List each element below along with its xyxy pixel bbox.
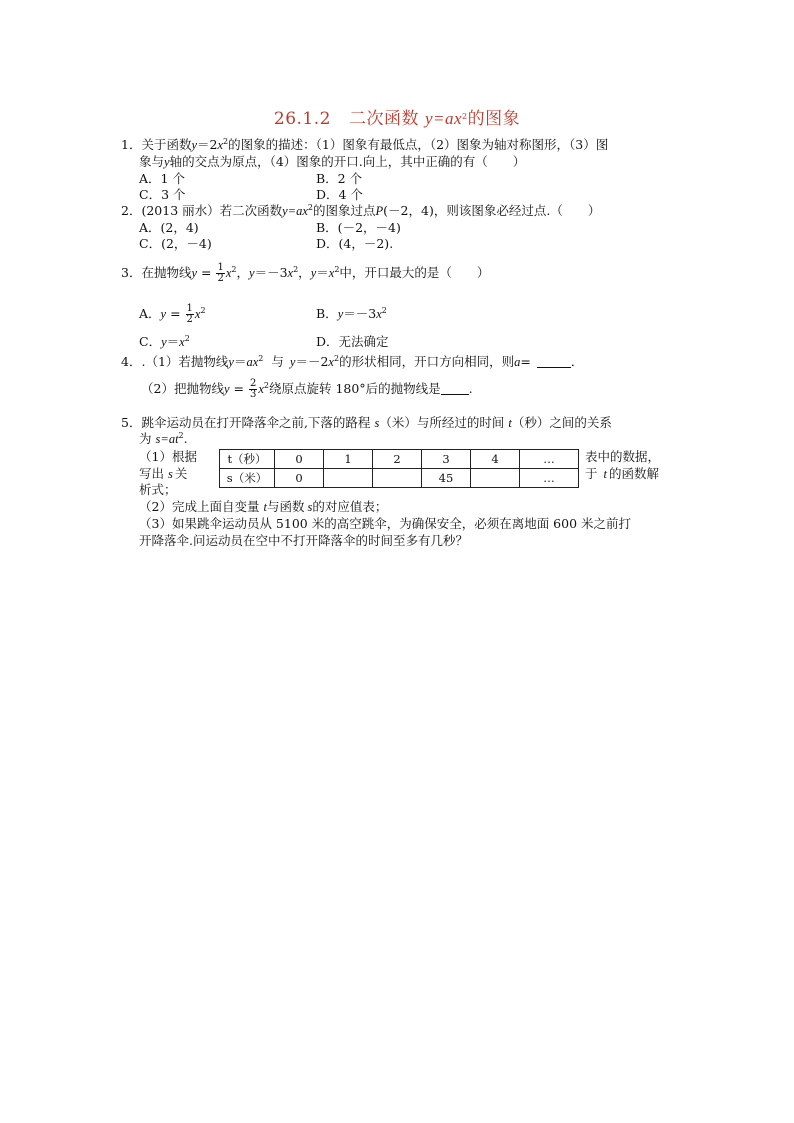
table-row [220,450,579,469]
q4-text: 与 [271,354,284,369]
q4-frac-den: 3 [249,389,257,400]
q5-part2 [139,499,387,515]
q3-var-y: y [161,335,167,349]
title-section-number: 26.1.2 [273,109,331,129]
q2-line-1 [121,203,600,219]
q2-dot: . [546,203,551,218]
q5-part1-right-1: 表中的数据， [585,449,661,464]
q1-var-y: y [191,138,198,152]
q5-var-s: s [307,500,313,514]
q2-option-a: A．(2，4) [139,220,199,235]
q5-var-t: t [508,416,512,430]
table-cell-blank[interactable] [324,469,373,488]
q3-text: 中，开口最大的是（ ） [339,265,490,280]
q3-text: 在抛物线 [141,265,192,280]
q3-frac-den: 2 [186,314,193,325]
q5-part1-right-2 [585,466,659,482]
q5-text: （米）与所经过的时间 [379,415,505,430]
q3-var-y: y [310,266,317,280]
q3-option-b-label: B． [316,306,338,321]
q3-eq: = [166,306,185,321]
q5-text: 写出 [139,466,165,481]
q5-line-2 [139,431,188,447]
table-cell: 3 [422,450,471,469]
q5-var-s: s [168,467,173,481]
q2-text: 的图象过点 [313,203,376,218]
q3-frac-num: 1 [217,262,224,273]
q1-var-y: y [164,155,170,169]
q4-var-x: x [328,355,334,369]
q3-var-y: y [160,307,167,321]
q4-frac-num: 2 [249,378,257,389]
q3-exp: 2 [334,265,340,274]
q3-option-a-fraction [186,304,194,325]
q4-number: 4． [121,354,142,369]
table-cell: 4 [471,450,520,469]
q3-line-1 [121,262,489,284]
q4-var-a: a [514,355,521,369]
q3-option-c-label: C． [139,334,162,349]
table-cell: t（秒） [220,450,275,469]
q5-formula: s=at [155,432,179,446]
q2-text: (2013 丽水）若二次函数 [141,203,283,218]
q2-option-d [316,236,393,252]
q5-text: 的函数解 [609,466,660,481]
q4-text: ＝－2 [295,354,329,369]
q3-option-a [139,303,206,325]
page-title [0,104,794,129]
q5-line-1 [121,415,612,431]
q4-answer-blank-2[interactable] [441,382,469,395]
q1-option-a: A．1 个 [139,171,185,186]
q3-option-c [139,334,190,350]
q3-eq: = [197,265,216,280]
value-table [219,449,579,488]
q1-text: 向上，其中正确的有（ ） [362,154,526,169]
q1-exp: 2 [223,137,229,146]
table-cell: 0 [275,450,324,469]
table-cell: 0 [275,469,324,488]
q5-text: 为 [139,431,152,446]
title-formula: y=ax [424,109,463,128]
q1-option-d: D．4 个 [316,187,363,202]
q4-answer-blank-1[interactable] [537,355,571,368]
q1-text: 轴的交点为原点，（4）图象的开口 [169,154,359,169]
q2-text: (－2，4)，则该图象必经过点 [383,203,547,218]
table-cell: 45 [422,469,471,488]
q5-text: 于 [585,466,598,481]
q3-exp: 2 [184,334,190,343]
q5-part1-left-3: 析式； [139,482,177,497]
q4-text: 绕原点旋转 180°后的抛物线是 [268,381,441,396]
q3-option-d: D．无法确定 [316,334,389,349]
title-label: 二次函数 [348,109,419,129]
q3-var-y: y [337,307,344,321]
q2-dot: . [389,236,394,251]
q1-option-c: C．3 个 [139,187,186,202]
q4-fraction [249,379,257,400]
q3-exp: 2 [231,265,237,274]
q1-text: ＝2 [197,137,218,152]
q1-text: 的图象的描述：（1）图象有最低点，（2）图象为轴对称图形，（3）图 [228,137,609,152]
q5-var-t: t [603,467,607,481]
q5-part3-line-1: （3）如果跳伞运动员从 5100 米的高空跳伞，为确保安全，必须在离地面 600 米之前打 [139,516,632,531]
q2-exp: 2 [307,203,313,212]
q5-text: （2）完成上面自变量 [139,499,260,514]
q5-var-s: s [374,416,380,430]
q4-ax: ax [246,355,259,369]
q3-exp: 2 [381,306,387,315]
q3-var-x: x [194,307,201,321]
q1-dot: . [358,154,363,169]
q4-dot: . [141,354,146,369]
q5-text: . [183,431,188,446]
q3-option-a-label: A． [139,306,161,321]
q1-text: 关于函数 [141,137,192,152]
q3-exp: 2 [293,265,299,274]
q2-point-p: P [375,204,384,218]
q3-option-b [316,306,387,322]
q2-text: （ ） [550,203,601,218]
title-suffix: 的图象 [467,109,521,129]
q3-option-c-value: ＝ [166,334,180,349]
q5-text: （秒）之间的关系 [511,415,612,430]
q3-option-b-value: ＝－3 [343,306,377,321]
q4-text: （2）把抛物线 [141,381,224,396]
q4-text: ． [570,354,584,369]
q2-formula: y=ax [282,204,308,218]
q3-var-x: x [328,266,335,280]
q5-text: 关 [174,466,188,481]
q4-var-y: y [223,382,230,396]
q5-part1-left-2 [139,466,187,482]
table-cell-blank[interactable] [373,469,422,488]
table-cell: 1 [324,450,373,469]
q4-eq: = [520,354,531,369]
q1-line-2 [139,154,525,170]
table-cell: … [520,469,579,488]
q1-var-x: x [217,138,224,152]
q3-text: ， [298,265,311,280]
q4-var-x: x [258,382,264,396]
q4-text: ＝ [233,354,247,369]
q2-option-b: B．(－2，－4) [316,220,401,235]
q4-var-y: y [289,355,296,369]
q3-var-y: y [191,266,198,280]
q4-text: . [468,381,473,396]
q1-text: 象与 [139,154,165,169]
q4-var-y: y [228,355,234,369]
q3-var-x: x [225,266,232,280]
q3-text: ， [236,265,249,280]
q3-frac-num: 1 [186,303,193,314]
q3-number: 3． [121,265,142,280]
q4-line-1 [121,354,583,370]
q1-option-b: B．2 个 [316,171,363,186]
table-cell: … [520,450,579,469]
q3-text: ＝－3 [254,265,288,280]
q3-exp: 2 [200,306,206,315]
q2-number: 2． [121,203,142,218]
q5-text: 与函数 [266,499,305,514]
q5-text: 的对应值表； [312,499,388,514]
q4-exp: 2 [258,354,264,363]
q5-var-t: t [263,500,267,514]
q1-number: 1． [121,137,142,152]
title-exponent: 2 [462,112,468,121]
table-cell-blank[interactable] [471,469,520,488]
q4-text: （1）若抛物线 [145,354,229,369]
table-row [220,469,579,488]
q4-exp: 2 [263,381,269,390]
q5-text: 跳伞运动员在打开降落伞之前,下落的路程 [141,415,371,430]
q3-var-y: y [249,266,255,280]
table-cell: s（米） [220,469,275,488]
table-cell: 2 [373,450,422,469]
q4-exp: 2 [333,354,340,363]
q5-exp: 2 [178,431,184,440]
q3-var-x: x [376,307,382,321]
q1-line-1 [121,137,608,153]
q3-frac-den: 2 [217,273,224,284]
q3-var-x: x [287,266,294,280]
q4-text: 的形状相同，开口方向相同，则 [339,354,515,369]
q3-fraction [216,263,224,284]
q2-option-c: C．(2，－4) [139,236,212,251]
q4-eq: = [229,381,248,396]
q5-number: 5． [121,415,142,430]
q4-line-2 [141,378,473,400]
q3-var-x: x [179,335,185,349]
q2-option-d-text: D．(4，－2) [316,236,390,251]
q3-text: ＝ [316,265,329,280]
q5-part3-line-2: 开降落伞.问运动员在空中不打开降落伞的时间至多有几秒？ [139,533,468,548]
q5-part1-left-1: （1）根据 [139,449,197,464]
